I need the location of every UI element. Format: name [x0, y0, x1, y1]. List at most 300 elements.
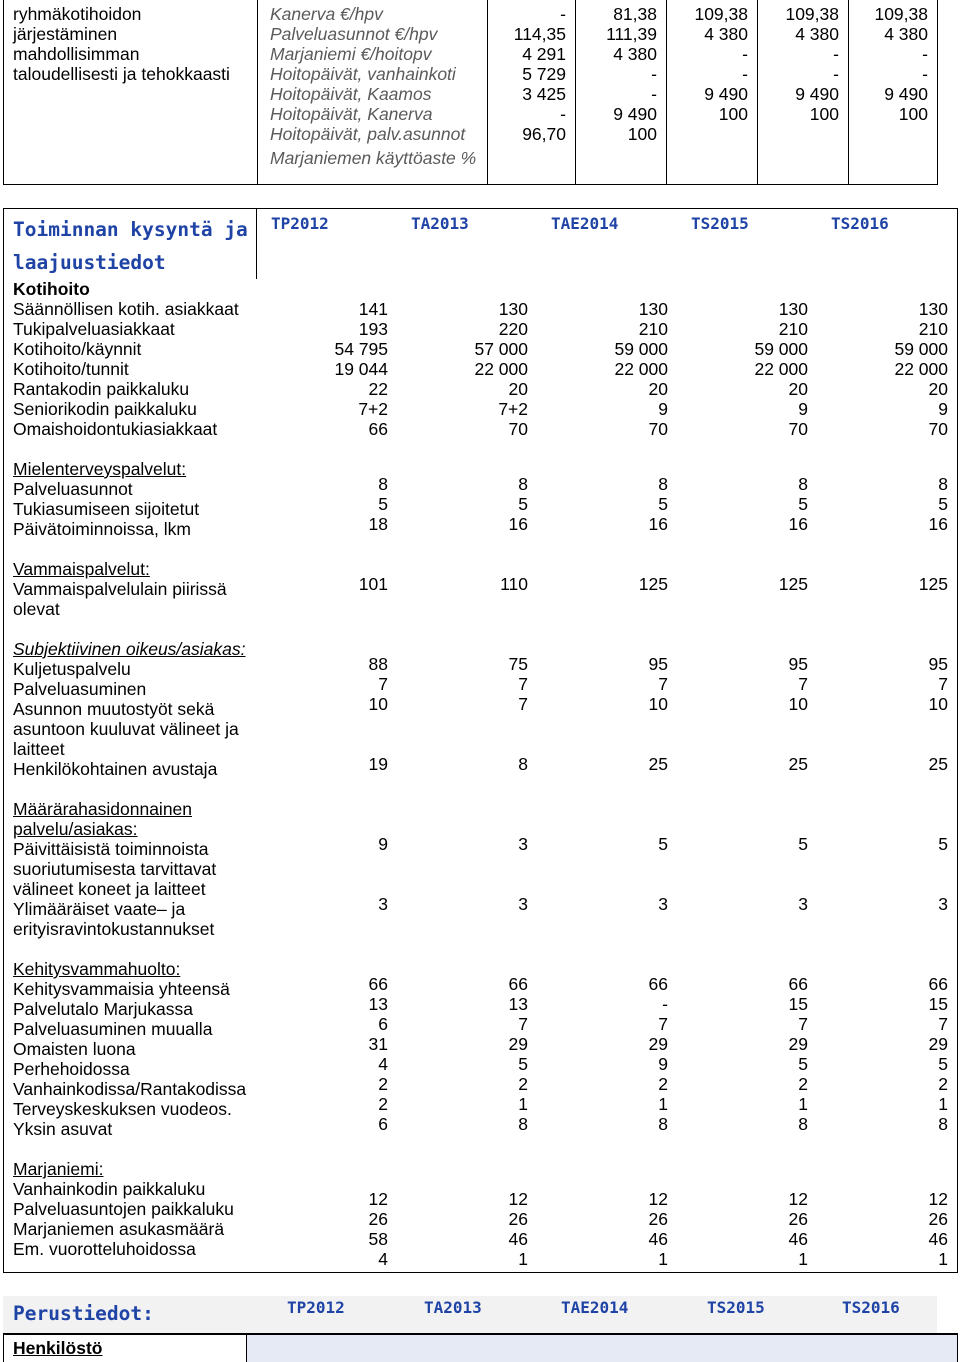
row-value: 15 — [928, 994, 948, 1014]
row-value: 130 — [638, 299, 668, 319]
row-label: Kotihoito/käynnit — [13, 339, 142, 359]
indicator-value: - — [833, 44, 839, 64]
row-value: 70 — [928, 419, 948, 439]
demand-table — [3, 208, 958, 1273]
indicator-value: 100 — [718, 104, 748, 124]
year-header: TP2012 — [287, 1298, 345, 1317]
demand-table-title: Toiminnan kysyntä ja laajuustiedot — [4, 209, 257, 279]
indicator-value: 9 490 — [795, 84, 839, 104]
row-value: 70 — [788, 419, 808, 439]
row-value: 57 000 — [474, 339, 528, 359]
indicator-value: 100 — [809, 104, 839, 124]
year-header: TA2013 — [411, 214, 469, 233]
row-value: 22 000 — [474, 359, 528, 379]
row-label: Yksin asuvat — [13, 1119, 113, 1139]
row-value: 3 — [938, 894, 948, 914]
table-row — [4, 319, 957, 339]
row-value: 16 — [508, 514, 528, 534]
indicator-value: 4 291 — [522, 44, 566, 64]
table-row — [4, 514, 957, 539]
table-row — [4, 299, 957, 319]
basic-data-title: Perustiedot: — [13, 1302, 154, 1325]
indicator-label: Marjaniemen käyttöaste % — [270, 148, 477, 168]
row-value: 66 — [368, 419, 388, 439]
row-value: 7 — [798, 674, 808, 694]
row-value: 16 — [648, 514, 668, 534]
row-value: 141 — [358, 299, 388, 319]
row-value: 7 — [658, 1014, 668, 1034]
row-value: 8 — [658, 1114, 668, 1134]
row-value: 7 — [518, 674, 528, 694]
indicator-value: 9 490 — [884, 84, 928, 104]
row-values — [257, 419, 957, 439]
row-values — [257, 674, 957, 694]
row-value: 8 — [938, 474, 948, 494]
row-label: Rantakodin paikkaluku — [13, 379, 190, 399]
row-values — [257, 379, 957, 399]
row-values — [257, 994, 957, 1014]
section-group — [4, 799, 957, 939]
staff-row — [3, 1333, 958, 1362]
indicator-value: 4 380 — [884, 24, 928, 44]
row-values — [257, 359, 957, 379]
row-value: - — [662, 994, 668, 1014]
row-value: 75 — [508, 654, 528, 674]
row-value: 66 — [788, 974, 808, 994]
value-column — [487, 0, 575, 184]
indicator-value: 4 380 — [795, 24, 839, 44]
table-row — [4, 359, 957, 379]
row-value: 5 — [798, 1054, 808, 1074]
row-values — [257, 1034, 957, 1054]
year-header: TS2015 — [691, 214, 749, 233]
row-value: 26 — [788, 1209, 808, 1229]
indicator-label: Marjaniemi €/hoitopv — [270, 44, 432, 64]
row-value: 7 — [938, 1014, 948, 1034]
row-value: 12 — [928, 1189, 948, 1209]
row-label: Ylimääräiset vaate– ja erityisravintokustannukset — [13, 899, 215, 939]
indicator-value: 96,70 — [522, 124, 566, 144]
year-header: TS2015 — [707, 1298, 765, 1317]
section-heading: Kehitysvammahuolto: — [13, 959, 181, 979]
row-label: Palveluasuminen muualla — [13, 1019, 213, 1039]
row-value: 7 — [378, 674, 388, 694]
year-header: TS2016 — [842, 1298, 900, 1317]
indicator-value: 109,38 — [694, 4, 748, 24]
row-values — [257, 1189, 957, 1209]
row-value: 5 — [938, 494, 948, 514]
row-value: 25 — [648, 754, 668, 774]
row-value: 29 — [928, 1034, 948, 1054]
row-label: Kehitysvammaisia yhteensä — [13, 979, 230, 999]
row-value: 59 000 — [754, 339, 808, 359]
row-value: 10 — [368, 694, 388, 714]
row-value: 16 — [788, 514, 808, 534]
row-value: 19 044 — [334, 359, 388, 379]
row-value: 25 — [928, 754, 948, 774]
table-row — [4, 399, 957, 419]
row-label: Seniorikodin paikkaluku — [13, 399, 197, 419]
section-group — [4, 959, 957, 1139]
row-value: 66 — [368, 974, 388, 994]
row-value: 26 — [928, 1209, 948, 1229]
indicator-value: 109,38 — [874, 4, 928, 24]
row-values — [257, 1074, 957, 1094]
row-value: 1 — [938, 1094, 948, 1114]
row-value: 26 — [508, 1209, 528, 1229]
row-value: 12 — [788, 1189, 808, 1209]
row-value: 9 — [938, 399, 948, 419]
indicator-value: 4 380 — [704, 24, 748, 44]
row-value: 8 — [798, 474, 808, 494]
row-value: 1 — [798, 1094, 808, 1114]
row-value: 5 — [658, 494, 668, 514]
row-value: 20 — [788, 379, 808, 399]
row-value: 88 — [368, 654, 388, 674]
indicator-label: Hoitopäivät, vanhainkoti — [270, 64, 456, 84]
row-value: 95 — [788, 654, 808, 674]
indicator-value: - — [560, 4, 566, 24]
row-value: 5 — [938, 1054, 948, 1074]
row-value: 1 — [518, 1249, 528, 1269]
section-group — [4, 1159, 957, 1269]
indicator-value: - — [651, 84, 657, 104]
row-value: 210 — [778, 319, 808, 339]
row-values — [257, 694, 957, 754]
indicator-value: - — [833, 64, 839, 84]
table-row — [4, 694, 957, 759]
row-values — [257, 974, 957, 994]
row-value: 220 — [498, 319, 528, 339]
row-value: 10 — [928, 694, 948, 714]
row-value: 31 — [368, 1034, 388, 1054]
table-row — [4, 419, 957, 439]
section-heading: Subjektiivinen oikeus/asiakas: — [13, 639, 246, 659]
row-value: 46 — [788, 1229, 808, 1249]
row-values — [257, 514, 957, 534]
row-values — [257, 474, 957, 494]
row-value: 54 795 — [334, 339, 388, 359]
row-value: 29 — [788, 1034, 808, 1054]
row-value: 1 — [518, 1094, 528, 1114]
row-values — [257, 1114, 957, 1134]
table-row — [4, 379, 957, 399]
section-heading: Määrärahasidonnainen palvelu/asiakas: — [13, 799, 193, 839]
row-label: Terveyskeskuksen vuodeos. — [13, 1099, 232, 1119]
row-label: Kotihoito/tunnit — [13, 359, 129, 379]
indicator-value: 114,35 — [513, 24, 566, 44]
row-value: 7+2 — [498, 399, 528, 419]
row-value: 3 — [658, 894, 668, 914]
section-heading: Kotihoito — [13, 279, 90, 299]
row-value: 8 — [798, 1114, 808, 1134]
row-label: Perhehoidossa — [13, 1059, 130, 1079]
row-value: 29 — [508, 1034, 528, 1054]
row-value: 130 — [498, 299, 528, 319]
row-value: 19 — [368, 754, 388, 774]
row-value: 125 — [638, 574, 668, 594]
section-heading: Mielenterveyspalvelut: — [13, 459, 187, 479]
indicator-label: Hoitopäivät, Kaamos — [270, 84, 432, 104]
row-value: 20 — [648, 379, 668, 399]
row-value: 3 — [378, 894, 388, 914]
row-values — [257, 894, 957, 934]
indicator-label: Palveluasunnot €/hpv — [270, 24, 438, 44]
row-value: 7 — [798, 1014, 808, 1034]
row-value: 66 — [508, 974, 528, 994]
row-value: 2 — [378, 1074, 388, 1094]
value-column — [848, 0, 938, 184]
row-value: 8 — [518, 474, 528, 494]
row-value: 46 — [648, 1229, 668, 1249]
section-group — [4, 459, 957, 539]
row-value: 13 — [508, 994, 528, 1014]
indicator-value: 9 490 — [613, 104, 657, 124]
indicator-value: 4 380 — [613, 44, 657, 64]
row-value: 110 — [500, 574, 528, 594]
row-value: 6 — [378, 1114, 388, 1134]
row-label: Omaishoidontukiasiakkaat — [13, 419, 218, 439]
row-label: Päivätoiminnoissa, lkm — [13, 519, 191, 539]
row-values — [257, 1209, 957, 1229]
row-value: 12 — [508, 1189, 528, 1209]
row-value: 1 — [938, 1249, 948, 1269]
row-value: 5 — [518, 494, 528, 514]
row-value: 8 — [378, 474, 388, 494]
row-values — [257, 754, 957, 774]
year-header-row — [257, 209, 957, 279]
row-label: Palveluasunnot — [13, 479, 133, 499]
row-value: 4 — [378, 1249, 388, 1269]
row-value: 6 — [378, 1014, 388, 1034]
row-label: Em. vuorotteluhoidossa — [13, 1239, 196, 1259]
year-header: TS2016 — [831, 214, 889, 233]
row-value: 7 — [938, 674, 948, 694]
indicator-value: 9 490 — [704, 84, 748, 104]
row-value: 10 — [648, 694, 668, 714]
indicator-value: - — [560, 104, 566, 124]
row-values — [257, 1249, 957, 1269]
row-values — [257, 299, 957, 319]
row-value: 210 — [918, 319, 948, 339]
row-values — [257, 339, 957, 359]
row-value: 5 — [518, 1054, 528, 1074]
row-label: Tukiasumiseen sijoitetut — [13, 499, 200, 519]
row-value: 29 — [648, 1034, 668, 1054]
row-values — [257, 574, 957, 614]
row-value: 5 — [938, 834, 948, 854]
row-value: 58 — [368, 1229, 388, 1249]
row-values — [257, 494, 957, 514]
row-value: 5 — [798, 494, 808, 514]
row-value: 70 — [508, 419, 528, 439]
row-label: Säännöllisen kotih. asiakkaat — [13, 299, 239, 319]
row-value: 2 — [658, 1074, 668, 1094]
row-values — [257, 1229, 957, 1249]
row-value: 125 — [918, 574, 948, 594]
row-value: 9 — [378, 834, 388, 854]
row-label: Vammaispalvelulain piirissä olevat — [13, 579, 227, 619]
section-group — [4, 279, 957, 439]
row-value: 22 000 — [894, 359, 948, 379]
table-row — [4, 339, 957, 359]
row-value: 20 — [928, 379, 948, 399]
row-values — [257, 1054, 957, 1074]
indicator-value: - — [651, 64, 657, 84]
section-group — [4, 639, 957, 779]
row-values — [257, 399, 957, 419]
row-label: Asunnon muutostyöt sekä asuntoon kuuluvat välineet ja laitteet — [13, 699, 239, 759]
row-value: 125 — [778, 574, 808, 594]
year-header-row — [246, 1296, 937, 1333]
value-column — [666, 0, 757, 184]
indicator-value: - — [922, 64, 928, 84]
indicator-value: 109,38 — [785, 4, 839, 24]
goal-text: ryhmäkotihoidon järjestäminen mahdollisimman taloudellisesti ja tehokkaasti — [3, 0, 257, 184]
row-value: 22 000 — [614, 359, 668, 379]
row-value: 95 — [928, 654, 948, 674]
staff-section-label: Henkilöstö — [3, 1335, 247, 1362]
row-label: Henkilökohtainen avustaja — [13, 759, 218, 779]
indicator-label: Kanerva €/hpv — [270, 4, 383, 24]
row-value: 1 — [798, 1249, 808, 1269]
row-value: 8 — [518, 1114, 528, 1134]
row-value: 5 — [378, 494, 388, 514]
row-value: 7+2 — [358, 399, 388, 419]
row-value: 7 — [518, 1014, 528, 1034]
table-row — [4, 834, 957, 899]
row-value: 15 — [788, 994, 808, 1014]
row-label: Palveluasuminen — [13, 679, 147, 699]
row-value: 9 — [658, 1054, 668, 1074]
row-value: 12 — [648, 1189, 668, 1209]
row-label: Marjaniemen asukasmäärä — [13, 1219, 225, 1239]
row-label: Vanhainkodissa/Rantakodissa — [13, 1079, 247, 1099]
row-value: 7 — [518, 694, 528, 714]
row-label: Päivittäisistä toiminnoista suoriutumisesta tarvittavat välineet koneet ja laitteet — [13, 839, 217, 899]
table-row — [4, 894, 957, 939]
indicator-table — [3, 0, 938, 185]
row-value: 2 — [518, 1074, 528, 1094]
staff-row-cells — [247, 1335, 958, 1362]
row-value: 95 — [648, 654, 668, 674]
row-label: Kuljetuspalvelu — [13, 659, 131, 679]
row-value: 130 — [778, 299, 808, 319]
row-values — [257, 1094, 957, 1114]
row-value: 5 — [798, 834, 808, 854]
row-value: 3 — [518, 834, 528, 854]
year-header: TAE2014 — [551, 214, 619, 233]
indicator-value: 100 — [627, 124, 657, 144]
row-value: 16 — [928, 514, 948, 534]
row-value: 12 — [368, 1189, 388, 1209]
section-group — [4, 559, 957, 619]
row-value: 3 — [798, 894, 808, 914]
row-label: Palvelutalo Marjukassa — [13, 999, 193, 1019]
row-value: 25 — [788, 754, 808, 774]
row-value: 26 — [648, 1209, 668, 1229]
row-value: 5 — [658, 834, 668, 854]
row-value: 3 — [518, 894, 528, 914]
row-value: 8 — [658, 474, 668, 494]
year-header: TA2013 — [424, 1298, 482, 1317]
indicator-value: 81,38 — [613, 4, 657, 24]
year-header: TP2012 — [271, 214, 329, 233]
row-value: 70 — [648, 419, 668, 439]
row-values — [257, 319, 957, 339]
year-header: TAE2014 — [561, 1298, 629, 1317]
row-values — [257, 654, 957, 674]
row-label: Omaisten luona — [13, 1039, 136, 1059]
indicator-label: Hoitopäivät, palv.asunnot — [270, 124, 466, 144]
section-heading: Vammaispalvelut: — [13, 559, 150, 579]
indicator-value: 3 425 — [522, 84, 566, 104]
row-value: 10 — [788, 694, 808, 714]
row-label: Tukipalveluasiakkaat — [13, 319, 175, 339]
value-column — [757, 0, 848, 184]
indicator-value: 5 729 — [522, 64, 566, 84]
row-value: 210 — [638, 319, 668, 339]
row-value: 59 000 — [614, 339, 668, 359]
indicator-label: Hoitopäivät, Kanerva — [270, 104, 433, 124]
row-value: 46 — [508, 1229, 528, 1249]
row-label: Palveluasuntojen paikkaluku — [13, 1199, 234, 1219]
indicator-label-column — [257, 0, 487, 184]
row-values — [257, 834, 957, 894]
row-value: 4 — [378, 1054, 388, 1074]
section-heading: Marjaniemi: — [13, 1159, 104, 1179]
row-value: 9 — [658, 399, 668, 419]
row-value: 1 — [658, 1094, 668, 1114]
row-value: 46 — [928, 1229, 948, 1249]
row-value: 66 — [648, 974, 668, 994]
indicator-value: 111,39 — [606, 24, 657, 44]
table-row — [4, 574, 957, 619]
indicator-value: - — [922, 44, 928, 64]
row-value: 20 — [508, 379, 528, 399]
row-value: 9 — [798, 399, 808, 419]
row-value: 193 — [358, 319, 388, 339]
value-column — [575, 0, 666, 184]
row-value: 8 — [518, 754, 528, 774]
row-value: 7 — [658, 674, 668, 694]
row-value: 1 — [658, 1249, 668, 1269]
table-row — [4, 754, 957, 779]
row-value: 2 — [798, 1074, 808, 1094]
row-value: 13 — [368, 994, 388, 1014]
demand-table-body — [4, 279, 957, 1269]
row-value: 8 — [938, 1114, 948, 1134]
row-values — [257, 1014, 957, 1034]
row-value: 22 — [368, 379, 388, 399]
indicator-value: 100 — [898, 104, 928, 124]
row-value: 22 000 — [754, 359, 808, 379]
indicator-value: - — [742, 44, 748, 64]
row-value: 59 000 — [894, 339, 948, 359]
table-row — [4, 1114, 957, 1139]
demand-table-header — [4, 209, 957, 279]
row-value: 26 — [368, 1209, 388, 1229]
basic-data-header — [3, 1296, 937, 1333]
row-value: 18 — [368, 514, 388, 534]
indicator-value: - — [742, 64, 748, 84]
row-value: 66 — [928, 974, 948, 994]
row-label: Vanhainkodin paikkaluku — [13, 1179, 206, 1199]
row-value: 130 — [918, 299, 948, 319]
row-value: 101 — [358, 574, 388, 594]
row-value: 2 — [378, 1094, 388, 1114]
row-value: 2 — [938, 1074, 948, 1094]
